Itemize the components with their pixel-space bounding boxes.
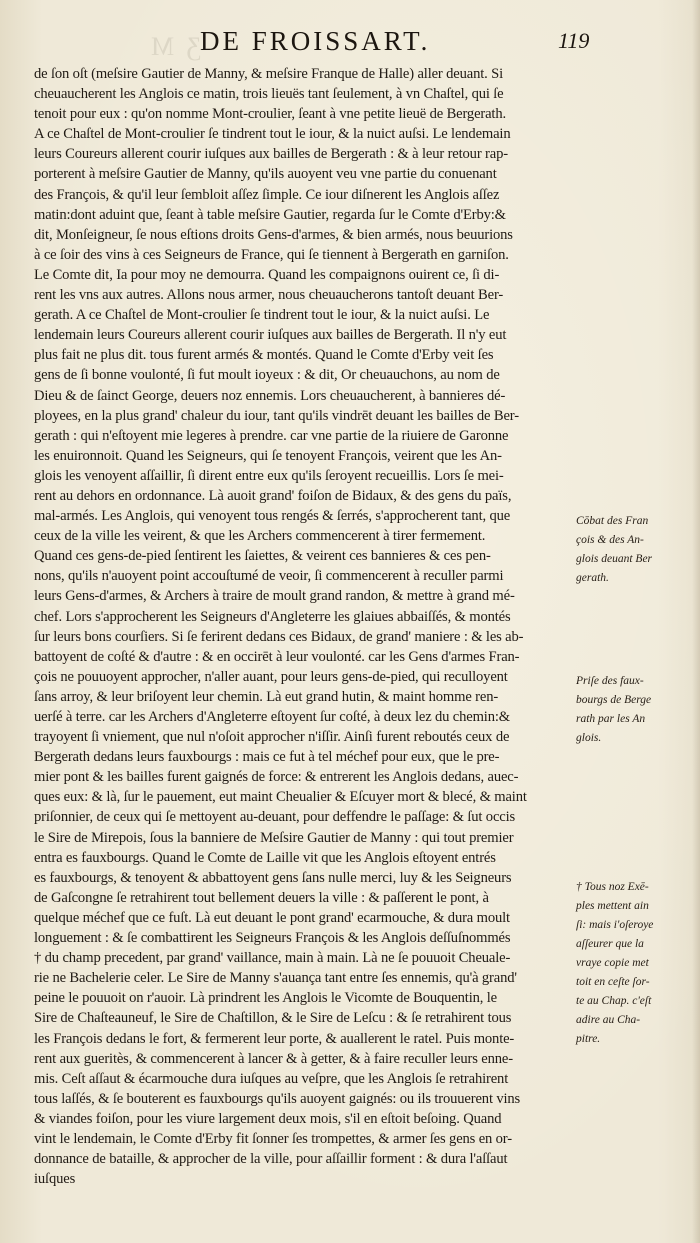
text-line: vint le lendemain, le Comte d'Erby fit ſonner ſes trompettes, & armer ſes gens en or- — [34, 1130, 512, 1147]
text-line: gerath : qui n'eſtoyent mie legeres à prendre. car vne partie de la riuiere de Garonne — [34, 427, 509, 444]
margin-note-line: gerath. — [576, 572, 609, 584]
text-line: Quand ces gens-de-pied ſentirent les ſaiettes, & veirent ces bannieres & ces pen- — [34, 548, 491, 565]
text-line: donnance de bataille, & approcher de la ville, pour aſſaillir forment : & dura l'aſſaut — [34, 1151, 508, 1168]
text-line: rent au dehors en ordonnance. Là auoit grand' foiſon de Bidaux, & des gens du païs, — [34, 487, 512, 504]
text-line: es fauxbourgs, & tenoyent & abbattoyent gens ſans nulle merci, luy & les Seigneurs — [34, 869, 512, 886]
margin-note-line: toit en ceſte ſor- — [576, 976, 650, 988]
text-line: de ſon oſt (meſsire Gautier de Manny, & meſsire Franque de Halle) aller deuant. Si — [34, 66, 504, 82]
text-line: longuement : & ſe combattirent les Seigneurs François & les Anglois deſſuſnommés — [34, 930, 511, 947]
margin-note-line: aſſeurer que la — [576, 938, 644, 950]
page-number: 119 — [558, 28, 590, 53]
text-line: cheuaucherent les Anglois ce matin, trois lieuës tant ſeulement, à vn Chaſtel, qui ſe — [34, 86, 504, 103]
text-line: plus fait ne plus dit. tous furent armés & montés. Quand le Comte d'Erby veit ſes — [34, 347, 494, 364]
text-line: glois les venoyent aſſaillir, ſi dirent entre eux qu'ils ſeroyent recueillis. Lors ſe mei- — [34, 467, 504, 484]
text-line: peine le pouuoit on r'auoir. Là prindrent les Anglois le Vicomte de Bouquentin, le — [34, 990, 497, 1007]
text-line: entra es fauxbourgs. Quand le Comte de Laille vit que les Anglois eſtoyent entrés — [34, 849, 496, 866]
text-line: matin:dont aduint que, ſeant à table meſsire Gautier, regarda ſur le Comte d'Erby:& — [34, 206, 506, 223]
text-line: porterent à meſsire Gautier de Manny, qu'ils auoyent veu vne partie du conuenant — [34, 166, 497, 183]
page-edge-shadow — [692, 0, 700, 1243]
text-line: trayoyent ſi vniement, que nul n'oſoit approcher n'iſſir. Ainſi furent reboutés ceux de — [34, 729, 510, 746]
margin-note-line: te au Chap. c'eſt — [576, 995, 652, 1007]
main-text-column — [34, 64, 594, 1189]
margin-note-line: vraye copie met — [576, 957, 649, 969]
text-line: gerath. A ce Chaſtel de Mont-croulier ſe tindrent tout le iour, & la nuict auſsi. Le — [34, 307, 490, 324]
text-line: A ce Chaſtel de Mont-croulier ſe tindrent tout le iour, & la nuict auſsi. Le lendemain — [34, 126, 511, 143]
text-line: tenoit pour eux : qu'on nomme Mont-croulier, ſeant à vne petite lieuë de Bergerath. — [34, 106, 506, 123]
text-line: ceux de la ville les veirent, & que les Archers commencerent à tirer fermement. — [34, 528, 486, 545]
text-line: Le Comte dit, Ia pour moy ne demourra. Quand les compaignons ouirent ce, ſi di- — [34, 266, 500, 283]
text-line: çois ne pouuoyent approcher, n'aller auant, pour leurs gens-de-pied, qui reculloyent — [34, 668, 508, 685]
text-line: chef. Lors s'approcherent les Seigneurs d'Angleterre les glaiues abbaiſſés, & montés — [34, 608, 511, 625]
text-line: iuſques — [34, 1171, 76, 1188]
text-line: & viandes foiſon, pour les viure largement deux mois, s'il en eſtoit beſoing. Quand — [34, 1110, 502, 1127]
text-line: ſans arroy, & leur briſoyent leur chemin. Là eut grand hutin, & maint homme ren- — [34, 688, 499, 705]
text-line: quelque méchef que ce fuſt. Là eut deuant le pont grand' ecarmouche, & dura moult — [34, 909, 510, 926]
text-line: ployees, en la plus grand' chaleur du iour, tant qu'ils vindrēt deuant les bailles de Ber- — [34, 407, 519, 424]
text-line: battoyent de coſté & d'autre : & en occirēt à leur voulonté. car les Gens d'armes Fran- — [34, 648, 520, 665]
margin-note — [576, 512, 696, 588]
text-line: rent les vns aux autres. Allons nous armer, nous cheuaucherons tantoſt deuant Ber- — [34, 287, 504, 304]
margin-note-line: ples mettent ain — [576, 900, 649, 912]
margin-note-line: † Tous noz Exē- — [576, 881, 649, 893]
text-line: les enuironnoit. Quand les Seigneurs, qui ſe tenoyent François, veirent que les An- — [34, 447, 502, 464]
margin-note-line: rath par les An — [576, 713, 646, 725]
margin-note-line: pitre. — [576, 1033, 601, 1045]
margin-note-line: glois. — [576, 732, 602, 744]
text-line: nons, qu'ils n'auoyent point accouſtumé de veoir, ſi commencerent à reculler parmi — [34, 568, 504, 585]
margin-note-line: Cōbat des Fran — [576, 515, 649, 527]
running-head — [30, 26, 650, 60]
page-title: DE FROISSART. — [200, 26, 431, 56]
text-line: de Gaſcongne ſe retrahirent tout bellement deuers la ville : & paſſerent le pont, à — [34, 889, 489, 906]
text-line: Bergerath dedans leurs fauxbourgs : mais ce fut à tel méchef pour eux, que le pre- — [34, 749, 500, 766]
text-line: mis. Ceſt aſſaut & écarmouche dura iuſques au veſpre, que les Anglois ſe retrahirent — [34, 1070, 509, 1087]
text-line: les François dedans le fort, & fermerent leur porte, & auallerent le ratel. Puis monte- — [34, 1030, 515, 1047]
margin-note-line: adire au Cha- — [576, 1014, 641, 1026]
text-line: uerſé à terre. car les Archers d'Angleterre eſtoyent ſur coſté, à deux lez du chemin:& — [34, 709, 510, 725]
text-line: priſonnier, de ceux qui ſe mettoyent au-deuant, pour deffendre le paſſage: & ſut occis — [34, 809, 516, 826]
text-line: ques eux: & là, ſur le pauement, eut maint Cheualier & Eſcuyer mort & blecé, & maint — [34, 789, 527, 806]
text-line: lendemain leurs Coureurs allerent courir iuſques aux bailles de Bergerath. Il n'y eut — [34, 327, 507, 344]
text-line: des François, & qu'il leur ſembloit aſſez ſimple. Ce iour diſnerent les Anglois aſſez — [34, 186, 500, 203]
text-line: dit, Monſeigneur, ſe nous eſtions droits Gens-d'armes, & bien armés, nous beuurions — [34, 226, 513, 243]
margin-note — [576, 672, 696, 748]
text-line: rent aux gueritès, & commencerent à lancer & à getter, & à faire reculler leurs enne- — [34, 1050, 513, 1067]
text-line: Sire de Chaſteauneuf, le Sire de Chaſtillon, & le Sire de Leſcu : & ſe retrahirent tous — [34, 1010, 512, 1027]
text-line: mal-armés. Les Anglois, qui venoyent tous rengés & ſerrés, s'approcherent tant, que — [34, 508, 511, 525]
text-line: gens de ſi bonne voulonté, ſi fut moult ioyeux : & dit, Or cheuauchons, au nom de — [34, 367, 500, 384]
text-line: mier pont & les bailles furent gaignés de force: & entrerent les Anglois dedans, auec- — [34, 769, 519, 786]
text-line: leurs Coureurs allerent courir iuſques aux bailles de Bergerath : & à leur retour rap- — [34, 146, 508, 163]
text-line: tous laſſés, & ſe bouterent es fauxbourgs qu'ils auoyent gaignés: ou ils trouuerent vins — [34, 1090, 521, 1107]
text-line: le Sire de Mirepois, ſous la banniere de Meſsire Gautier de Manny : qui tout premier — [34, 829, 514, 846]
margin-note-line: bourgs de Berge — [576, 694, 652, 706]
margin-note-line: Priſe des faux- — [576, 675, 644, 687]
margin-note-line: çois & des An- — [576, 534, 644, 546]
text-line: ſur leurs bons courſiers. Si ſe ferirent dedans ces Bidaux, de grand' maniere : & les ab- — [34, 628, 524, 645]
margin-note — [576, 878, 696, 1049]
bleed-through-text: Ʒ M — [148, 32, 201, 61]
text-line: rie ne Bachelerie celer. Le Sire de Manny s'auança tant entre ſes ennemis, qu'à grand' — [34, 970, 517, 987]
text-line: leurs Gens-d'armes, & Archers à traire de moult grand randon, & mettre à grand mé- — [34, 588, 515, 605]
margin-note-line: ſi: mais i'oſeroye — [576, 919, 654, 931]
text-line: à ce ſoir des vins à ces Seigneurs de France, qui ſe tiennent à Bergerath en garniſon. — [34, 246, 509, 263]
text-line: Dieu & de ſainct George, deuers noz ennemis. Lors cheuaucherent, à bannieres dé- — [34, 387, 506, 404]
margin-note-line: glois deuant Ber — [576, 553, 653, 565]
text-line: † du champ precedent, par grand' vaillance, main à main. Là ne ſe pouuoit Cheuale- — [34, 950, 511, 967]
